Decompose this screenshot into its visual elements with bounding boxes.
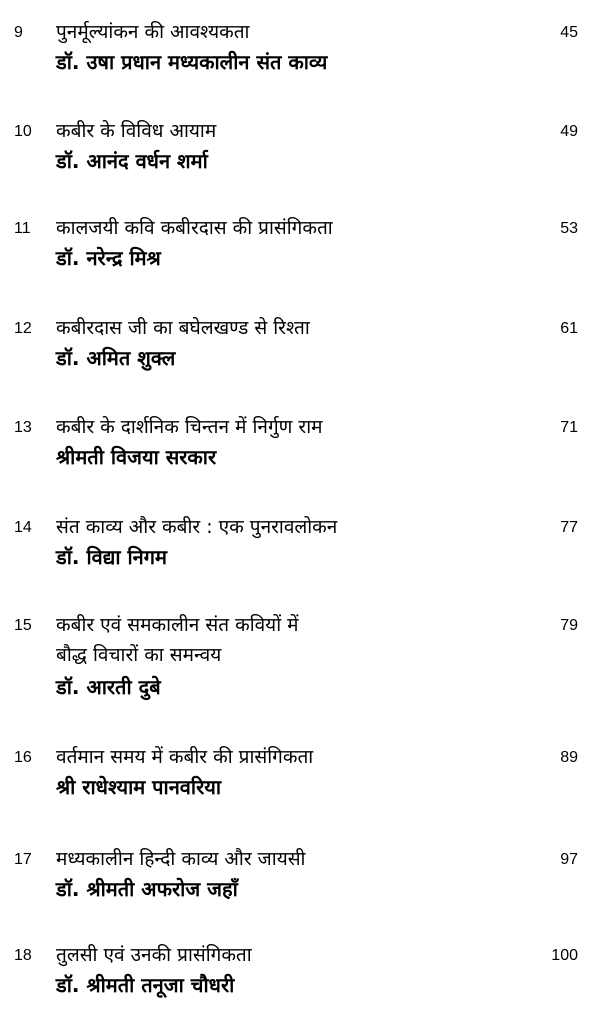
page-number: 53 xyxy=(560,220,578,237)
chapter-number: 17 xyxy=(14,851,32,868)
page-number: 45 xyxy=(560,24,578,41)
chapter-number: 18 xyxy=(14,947,32,964)
page-number: 89 xyxy=(560,749,578,766)
chapter-title-continued: बौद्ध विचारों का समन्वय xyxy=(56,644,222,666)
chapter-title: कबीर एवं समकालीन संत कवियों में xyxy=(56,614,299,636)
chapter-author: श्री राधेश्याम पानवरिया xyxy=(56,775,222,799)
chapter-title: कालजयी कवि कबीरदास की प्रासंगिकता xyxy=(56,217,333,239)
chapter-title: कबीर के दार्शनिक चिन्तन में निर्गुण राम xyxy=(56,416,323,438)
chapter-title: कबीरदास जी का बघेलखण्ड से रिश्ता xyxy=(56,317,310,339)
chapter-author: डॉ. आरती दुबे xyxy=(56,675,161,699)
page-number: 100 xyxy=(551,947,578,964)
chapter-author: श्रीमती विजया सरकार xyxy=(56,445,217,469)
chapter-author: डॉ. उषा प्रधान मध्यकालीन संत काव्य xyxy=(56,50,328,74)
page-number: 71 xyxy=(560,419,578,436)
page-number: 97 xyxy=(560,851,578,868)
chapter-number: 9 xyxy=(14,24,23,41)
page-number: 79 xyxy=(560,617,578,634)
chapter-author: डॉ. अमित शुक्ल xyxy=(56,346,176,370)
chapter-title: वर्तमान समय में कबीर की प्रासंगिकता xyxy=(56,746,314,768)
chapter-title: पुनर्मूल्यांकन की आवश्यकता xyxy=(56,21,250,43)
chapter-author: डॉ. नरेन्द्र मिश्र xyxy=(56,246,161,270)
chapter-title: कबीर के विविध आयाम xyxy=(56,120,217,142)
page-number: 77 xyxy=(560,519,578,536)
chapter-author: डॉ. विद्या निगम xyxy=(56,545,167,569)
chapter-number: 11 xyxy=(14,220,31,237)
page-number: 61 xyxy=(560,320,578,337)
chapter-title: संत काव्य और कबीर : एक पुनरावलोकन xyxy=(56,516,338,538)
chapter-number: 16 xyxy=(14,749,32,766)
page-number: 49 xyxy=(560,123,578,140)
chapter-title: तुलसी एवं उनकी प्रासंगिकता xyxy=(56,944,252,966)
chapter-number: 13 xyxy=(14,419,32,436)
chapter-number: 15 xyxy=(14,617,32,634)
chapter-number: 14 xyxy=(14,519,32,536)
chapter-number: 10 xyxy=(14,123,32,140)
chapter-author: डॉ. श्रीमती अफरोज जहाँ xyxy=(56,877,238,901)
chapter-author: डॉ. श्रीमती तनूजा चौधरी xyxy=(56,973,235,997)
chapter-author: डॉ. आनंद वर्धन शर्मा xyxy=(56,149,208,173)
chapter-title: मध्यकालीन हिन्दी काव्य और जायसी xyxy=(56,848,306,870)
chapter-number: 12 xyxy=(14,320,32,337)
